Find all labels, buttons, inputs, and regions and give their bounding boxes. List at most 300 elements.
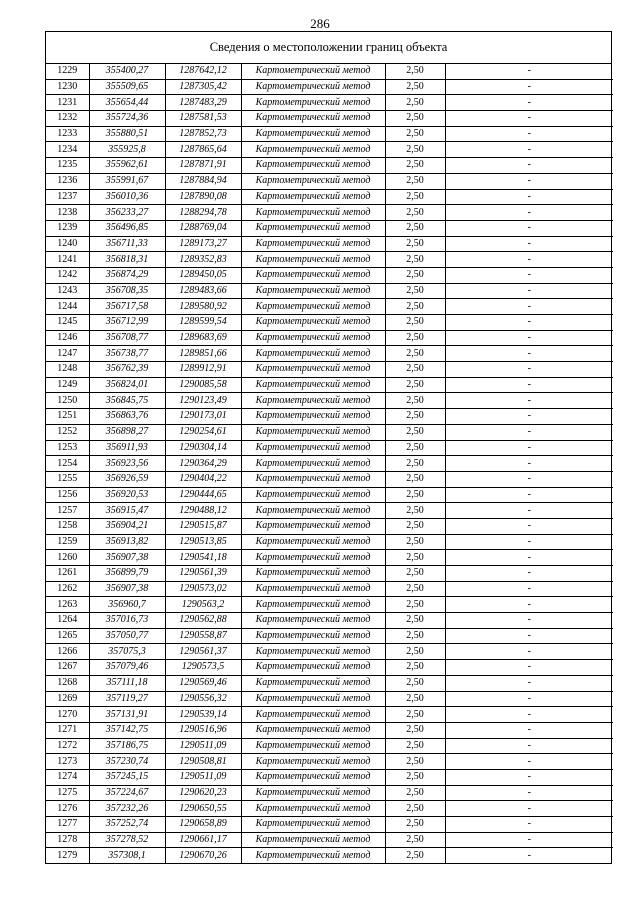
note-cell: - [445, 471, 613, 487]
x-coordinate-cell: 356712,99 [89, 315, 165, 331]
x-coordinate-cell: 357111,18 [89, 675, 165, 691]
accuracy-cell: 2,50 [385, 471, 445, 487]
y-coordinate-cell: 1290569,46 [165, 675, 241, 691]
method-cell: Картометрический метод [241, 691, 385, 707]
point-number-cell: 1256 [46, 487, 89, 503]
note-cell: - [445, 236, 613, 252]
table-row [46, 817, 613, 833]
table-row [46, 597, 613, 613]
method-cell: Картометрический метод [241, 597, 385, 613]
point-number-cell: 1250 [46, 393, 89, 409]
accuracy-cell: 2,50 [385, 158, 445, 174]
y-coordinate-cell: 1290364,29 [165, 456, 241, 472]
point-number-cell: 1276 [46, 801, 89, 817]
x-coordinate-cell: 356920,53 [89, 487, 165, 503]
table-row [46, 613, 613, 629]
table-row [46, 205, 613, 221]
note-cell: - [445, 362, 613, 378]
table-row [46, 722, 613, 738]
accuracy-cell: 2,50 [385, 220, 445, 236]
method-cell: Картометрический метод [241, 848, 385, 863]
point-number-cell: 1251 [46, 409, 89, 425]
note-cell: - [445, 660, 613, 676]
y-coordinate-cell: 1289683,69 [165, 330, 241, 346]
x-coordinate-cell: 356824,01 [89, 377, 165, 393]
accuracy-cell: 2,50 [385, 142, 445, 158]
x-coordinate-cell: 356818,31 [89, 252, 165, 268]
x-coordinate-cell: 355962,61 [89, 158, 165, 174]
y-coordinate-cell: 1290563,2 [165, 597, 241, 613]
x-coordinate-cell: 357232,26 [89, 801, 165, 817]
y-coordinate-cell: 1287884,94 [165, 173, 241, 189]
method-cell: Картометрический метод [241, 173, 385, 189]
note-cell: - [445, 581, 613, 597]
point-number-cell: 1267 [46, 660, 89, 676]
x-coordinate-cell: 356960,7 [89, 597, 165, 613]
point-number-cell: 1233 [46, 126, 89, 142]
x-coordinate-cell: 356911,93 [89, 440, 165, 456]
x-coordinate-cell: 357075,3 [89, 644, 165, 660]
table-row [46, 503, 613, 519]
note-cell: - [445, 534, 613, 550]
method-cell: Картометрический метод [241, 660, 385, 676]
point-number-cell: 1252 [46, 424, 89, 440]
x-coordinate-cell: 356496,85 [89, 220, 165, 236]
note-cell: - [445, 503, 613, 519]
method-cell: Картометрический метод [241, 456, 385, 472]
note-cell: - [445, 487, 613, 503]
accuracy-cell: 2,50 [385, 173, 445, 189]
point-number-cell: 1266 [46, 644, 89, 660]
note-cell: - [445, 722, 613, 738]
table-row [46, 691, 613, 707]
note-cell: - [445, 79, 613, 95]
y-coordinate-cell: 1290508,81 [165, 754, 241, 770]
x-coordinate-cell: 355991,67 [89, 173, 165, 189]
method-cell: Картометрический метод [241, 832, 385, 848]
table-row [46, 534, 613, 550]
y-coordinate-cell: 1287852,73 [165, 126, 241, 142]
accuracy-cell: 2,50 [385, 205, 445, 221]
y-coordinate-cell: 1290561,37 [165, 644, 241, 660]
accuracy-cell: 2,50 [385, 754, 445, 770]
y-coordinate-cell: 1287865,64 [165, 142, 241, 158]
table-row [46, 785, 613, 801]
method-cell: Картометрический метод [241, 487, 385, 503]
method-cell: Картометрический метод [241, 409, 385, 425]
accuracy-cell: 2,50 [385, 64, 445, 79]
note-cell: - [445, 189, 613, 205]
y-coordinate-cell: 1287871,91 [165, 158, 241, 174]
method-cell: Картометрический метод [241, 754, 385, 770]
accuracy-cell: 2,50 [385, 644, 445, 660]
point-number-cell: 1279 [46, 848, 89, 863]
accuracy-cell: 2,50 [385, 267, 445, 283]
point-number-cell: 1238 [46, 205, 89, 221]
y-coordinate-cell: 1290670,26 [165, 848, 241, 863]
point-number-cell: 1274 [46, 769, 89, 785]
accuracy-cell: 2,50 [385, 785, 445, 801]
method-cell: Картометрический метод [241, 801, 385, 817]
note-cell: - [445, 393, 613, 409]
table-row [46, 315, 613, 331]
method-cell: Картометрический метод [241, 346, 385, 362]
method-cell: Картометрический метод [241, 785, 385, 801]
table-row [46, 675, 613, 691]
method-cell: Картометрический метод [241, 220, 385, 236]
y-coordinate-cell: 1290488,12 [165, 503, 241, 519]
note-cell: - [445, 377, 613, 393]
point-number-cell: 1255 [46, 471, 89, 487]
note-cell: - [445, 832, 613, 848]
note-cell: - [445, 754, 613, 770]
table-row [46, 111, 613, 127]
method-cell: Картометрический метод [241, 142, 385, 158]
x-coordinate-cell: 355925,8 [89, 142, 165, 158]
method-cell: Картометрический метод [241, 503, 385, 519]
note-cell: - [445, 801, 613, 817]
x-coordinate-cell: 357050,77 [89, 628, 165, 644]
accuracy-cell: 2,50 [385, 738, 445, 754]
table-row [46, 95, 613, 111]
x-coordinate-cell: 356863,76 [89, 409, 165, 425]
note-cell: - [445, 518, 613, 534]
accuracy-cell: 2,50 [385, 550, 445, 566]
point-number-cell: 1275 [46, 785, 89, 801]
x-coordinate-cell: 356913,82 [89, 534, 165, 550]
point-number-cell: 1268 [46, 675, 89, 691]
x-coordinate-cell: 356898,27 [89, 424, 165, 440]
y-coordinate-cell: 1290573,02 [165, 581, 241, 597]
point-number-cell: 1247 [46, 346, 89, 362]
x-coordinate-cell: 357230,74 [89, 754, 165, 770]
y-coordinate-cell: 1290511,09 [165, 769, 241, 785]
point-number-cell: 1265 [46, 628, 89, 644]
method-cell: Картометрический метод [241, 707, 385, 723]
accuracy-cell: 2,50 [385, 660, 445, 676]
note-cell: - [445, 220, 613, 236]
y-coordinate-cell: 1287305,42 [165, 79, 241, 95]
y-coordinate-cell: 1290404,22 [165, 471, 241, 487]
accuracy-cell: 2,50 [385, 126, 445, 142]
note-cell: - [445, 456, 613, 472]
point-number-cell: 1242 [46, 267, 89, 283]
x-coordinate-cell: 355724,36 [89, 111, 165, 127]
y-coordinate-cell: 1290562,88 [165, 613, 241, 629]
y-coordinate-cell: 1289851,66 [165, 346, 241, 362]
note-cell: - [445, 205, 613, 221]
note-cell: - [445, 424, 613, 440]
point-number-cell: 1231 [46, 95, 89, 111]
y-coordinate-cell: 1290123,49 [165, 393, 241, 409]
accuracy-cell: 2,50 [385, 346, 445, 362]
y-coordinate-cell: 1289352,83 [165, 252, 241, 268]
table-row [46, 126, 613, 142]
accuracy-cell: 2,50 [385, 534, 445, 550]
method-cell: Картометрический метод [241, 315, 385, 331]
x-coordinate-cell: 356708,35 [89, 283, 165, 299]
point-number-cell: 1249 [46, 377, 89, 393]
x-coordinate-cell: 355880,51 [89, 126, 165, 142]
method-cell: Картометрический метод [241, 738, 385, 754]
point-number-cell: 1248 [46, 362, 89, 378]
note-cell: - [445, 707, 613, 723]
y-coordinate-cell: 1290658,89 [165, 817, 241, 833]
table-row [46, 581, 613, 597]
method-cell: Картометрический метод [241, 644, 385, 660]
y-coordinate-cell: 1290556,32 [165, 691, 241, 707]
note-cell: - [445, 64, 613, 79]
accuracy-cell: 2,50 [385, 456, 445, 472]
x-coordinate-cell: 356762,39 [89, 362, 165, 378]
table-row [46, 377, 613, 393]
note-cell: - [445, 111, 613, 127]
point-number-cell: 1264 [46, 613, 89, 629]
table-row [46, 79, 613, 95]
table-row [46, 769, 613, 785]
accuracy-cell: 2,50 [385, 581, 445, 597]
point-number-cell: 1246 [46, 330, 89, 346]
note-cell: - [445, 785, 613, 801]
method-cell: Картометрический метод [241, 189, 385, 205]
table-row [46, 64, 613, 79]
coordinates-table-body [46, 64, 613, 863]
note-cell: - [445, 613, 613, 629]
note-cell: - [445, 252, 613, 268]
note-cell: - [445, 95, 613, 111]
point-number-cell: 1234 [46, 142, 89, 158]
point-number-cell: 1253 [46, 440, 89, 456]
point-number-cell: 1235 [46, 158, 89, 174]
table-row [46, 707, 613, 723]
x-coordinate-cell: 357142,75 [89, 722, 165, 738]
x-coordinate-cell: 356717,58 [89, 299, 165, 315]
table-row [46, 346, 613, 362]
method-cell: Картометрический метод [241, 613, 385, 629]
accuracy-cell: 2,50 [385, 597, 445, 613]
table-row [46, 848, 613, 863]
x-coordinate-cell: 357308,1 [89, 848, 165, 863]
note-cell: - [445, 738, 613, 754]
x-coordinate-cell: 356904,21 [89, 518, 165, 534]
x-coordinate-cell: 356711,33 [89, 236, 165, 252]
note-cell: - [445, 675, 613, 691]
x-coordinate-cell: 357252,74 [89, 817, 165, 833]
y-coordinate-cell: 1290254,61 [165, 424, 241, 440]
note-cell: - [445, 769, 613, 785]
method-cell: Картометрический метод [241, 518, 385, 534]
y-coordinate-cell: 1289599,54 [165, 315, 241, 331]
table-row [46, 801, 613, 817]
method-cell: Картометрический метод [241, 550, 385, 566]
point-number-cell: 1260 [46, 550, 89, 566]
y-coordinate-cell: 1290085,58 [165, 377, 241, 393]
point-number-cell: 1258 [46, 518, 89, 534]
table-row [46, 424, 613, 440]
accuracy-cell: 2,50 [385, 440, 445, 456]
x-coordinate-cell: 356899,79 [89, 566, 165, 582]
accuracy-cell: 2,50 [385, 95, 445, 111]
table-row [46, 142, 613, 158]
accuracy-cell: 2,50 [385, 832, 445, 848]
accuracy-cell: 2,50 [385, 628, 445, 644]
y-coordinate-cell: 1288294,78 [165, 205, 241, 221]
note-cell: - [445, 346, 613, 362]
y-coordinate-cell: 1290620,23 [165, 785, 241, 801]
accuracy-cell: 2,50 [385, 769, 445, 785]
x-coordinate-cell: 356708,77 [89, 330, 165, 346]
x-coordinate-cell: 357186,75 [89, 738, 165, 754]
x-coordinate-cell: 357016,73 [89, 613, 165, 629]
x-coordinate-cell: 356915,47 [89, 503, 165, 519]
point-number-cell: 1244 [46, 299, 89, 315]
x-coordinate-cell: 357119,27 [89, 691, 165, 707]
point-number-cell: 1270 [46, 707, 89, 723]
x-coordinate-cell: 356874,29 [89, 267, 165, 283]
method-cell: Картометрический метод [241, 205, 385, 221]
accuracy-cell: 2,50 [385, 691, 445, 707]
accuracy-cell: 2,50 [385, 518, 445, 534]
table-row [46, 566, 613, 582]
point-number-cell: 1259 [46, 534, 89, 550]
point-number-cell: 1257 [46, 503, 89, 519]
method-cell: Картометрический метод [241, 126, 385, 142]
note-cell: - [445, 409, 613, 425]
note-cell: - [445, 173, 613, 189]
y-coordinate-cell: 1287890,08 [165, 189, 241, 205]
point-number-cell: 1237 [46, 189, 89, 205]
y-coordinate-cell: 1290513,85 [165, 534, 241, 550]
table-row [46, 628, 613, 644]
point-number-cell: 1230 [46, 79, 89, 95]
note-cell: - [445, 126, 613, 142]
x-coordinate-cell: 356738,77 [89, 346, 165, 362]
table-row [46, 487, 613, 503]
method-cell: Картометрический метод [241, 440, 385, 456]
method-cell: Картометрический метод [241, 236, 385, 252]
method-cell: Картометрический метод [241, 424, 385, 440]
table-row [46, 158, 613, 174]
y-coordinate-cell: 1287483,29 [165, 95, 241, 111]
table-row [46, 518, 613, 534]
y-coordinate-cell: 1290444,65 [165, 487, 241, 503]
table-row [46, 660, 613, 676]
accuracy-cell: 2,50 [385, 817, 445, 833]
x-coordinate-cell: 355509,65 [89, 79, 165, 95]
method-cell: Картометрический метод [241, 362, 385, 378]
accuracy-cell: 2,50 [385, 707, 445, 723]
accuracy-cell: 2,50 [385, 613, 445, 629]
method-cell: Картометрический метод [241, 817, 385, 833]
method-cell: Картометрический метод [241, 769, 385, 785]
y-coordinate-cell: 1290515,87 [165, 518, 241, 534]
boundary-table-sheet [45, 31, 612, 864]
method-cell: Картометрический метод [241, 628, 385, 644]
y-coordinate-cell: 1290661,17 [165, 832, 241, 848]
note-cell: - [445, 283, 613, 299]
accuracy-cell: 2,50 [385, 393, 445, 409]
table-row [46, 456, 613, 472]
y-coordinate-cell: 1290650,55 [165, 801, 241, 817]
note-cell: - [445, 315, 613, 331]
table-row [46, 409, 613, 425]
point-number-cell: 1241 [46, 252, 89, 268]
y-coordinate-cell: 1290561,39 [165, 566, 241, 582]
method-cell: Картометрический метод [241, 299, 385, 315]
method-cell: Картометрический метод [241, 722, 385, 738]
y-coordinate-cell: 1288769,04 [165, 220, 241, 236]
method-cell: Картометрический метод [241, 566, 385, 582]
accuracy-cell: 2,50 [385, 566, 445, 582]
note-cell: - [445, 299, 613, 315]
note-cell: - [445, 330, 613, 346]
y-coordinate-cell: 1289450,05 [165, 267, 241, 283]
table-row [46, 738, 613, 754]
method-cell: Картометрический метод [241, 252, 385, 268]
y-coordinate-cell: 1289912,91 [165, 362, 241, 378]
accuracy-cell: 2,50 [385, 252, 445, 268]
accuracy-cell: 2,50 [385, 675, 445, 691]
note-cell: - [445, 628, 613, 644]
accuracy-cell: 2,50 [385, 189, 445, 205]
y-coordinate-cell: 1289173,27 [165, 236, 241, 252]
method-cell: Картометрический метод [241, 111, 385, 127]
note-cell: - [445, 597, 613, 613]
point-number-cell: 1278 [46, 832, 89, 848]
point-number-cell: 1271 [46, 722, 89, 738]
point-number-cell: 1229 [46, 64, 89, 79]
y-coordinate-cell: 1287642,12 [165, 64, 241, 79]
table-row [46, 393, 613, 409]
accuracy-cell: 2,50 [385, 283, 445, 299]
table-row [46, 173, 613, 189]
point-number-cell: 1261 [46, 566, 89, 582]
table-row [46, 330, 613, 346]
y-coordinate-cell: 1290573,5 [165, 660, 241, 676]
table-row [46, 440, 613, 456]
note-cell: - [445, 817, 613, 833]
x-coordinate-cell: 356233,27 [89, 205, 165, 221]
accuracy-cell: 2,50 [385, 503, 445, 519]
method-cell: Картометрический метод [241, 393, 385, 409]
point-number-cell: 1277 [46, 817, 89, 833]
point-number-cell: 1236 [46, 173, 89, 189]
point-number-cell: 1232 [46, 111, 89, 127]
method-cell: Картометрический метод [241, 267, 385, 283]
x-coordinate-cell: 355654,44 [89, 95, 165, 111]
method-cell: Картометрический метод [241, 79, 385, 95]
accuracy-cell: 2,50 [385, 315, 445, 331]
accuracy-cell: 2,50 [385, 362, 445, 378]
table-row [46, 189, 613, 205]
accuracy-cell: 2,50 [385, 722, 445, 738]
method-cell: Картометрический метод [241, 158, 385, 174]
x-coordinate-cell: 357278,52 [89, 832, 165, 848]
table-title: Сведения о местоположении границ объекта [46, 32, 611, 64]
x-coordinate-cell: 355400,27 [89, 64, 165, 79]
table-row [46, 283, 613, 299]
x-coordinate-cell: 356926,59 [89, 471, 165, 487]
method-cell: Картометрический метод [241, 581, 385, 597]
note-cell: - [445, 440, 613, 456]
y-coordinate-cell: 1287581,53 [165, 111, 241, 127]
table-row [46, 236, 613, 252]
table-row [46, 267, 613, 283]
accuracy-cell: 2,50 [385, 330, 445, 346]
point-number-cell: 1263 [46, 597, 89, 613]
x-coordinate-cell: 356907,38 [89, 581, 165, 597]
x-coordinate-cell: 357079,46 [89, 660, 165, 676]
